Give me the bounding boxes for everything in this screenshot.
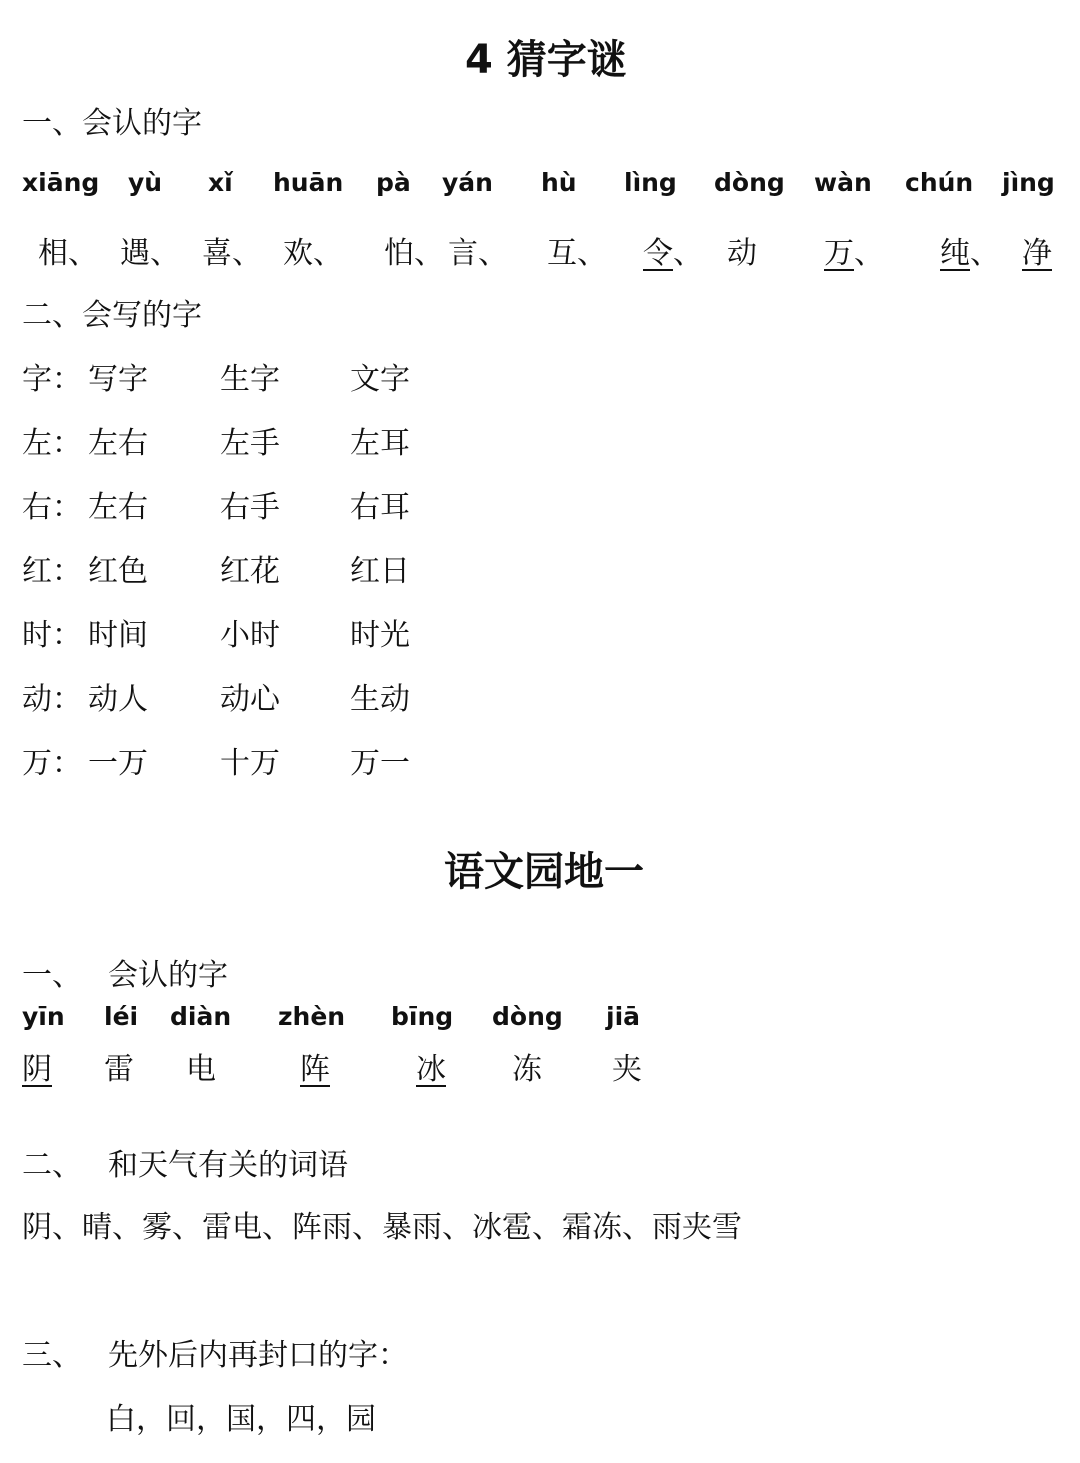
- write-word: 一万: [88, 746, 148, 781]
- pinyin-label: xǐ: [208, 168, 233, 197]
- pinyin-label: bīng: [391, 1002, 454, 1031]
- pinyin-label: pà: [376, 168, 411, 197]
- hanzi-char: 冻: [512, 1052, 542, 1087]
- hanzi-char: 电: [186, 1052, 216, 1087]
- pinyin-label: dòng: [714, 168, 785, 197]
- write-head: 字：: [22, 362, 82, 397]
- hanzi-char: 夹: [612, 1052, 642, 1087]
- pinyin-label: lìng: [624, 168, 677, 197]
- write-head: 左：: [22, 426, 82, 461]
- write-head: 时：: [22, 618, 82, 653]
- write-word: 红色: [88, 554, 148, 589]
- hanzi-char: 遇、: [120, 236, 180, 271]
- hanzi-char-underlined: 万、: [824, 236, 884, 271]
- write-word: 万一: [350, 746, 410, 781]
- section-heading-recognize: 一、会认的字: [22, 106, 202, 141]
- pinyin-label: diàn: [170, 1002, 232, 1031]
- write-word: 右耳: [350, 490, 410, 525]
- pinyin-label: jìng: [1002, 168, 1055, 197]
- pinyin-label: huān: [273, 168, 344, 197]
- write-word: 左手: [220, 426, 280, 461]
- garden-section2-number: 二、: [22, 1148, 82, 1183]
- garden-section2-heading: 和天气有关的词语: [108, 1148, 348, 1183]
- hanzi-char-underlined: 令、: [643, 236, 703, 271]
- write-head: 动：: [22, 682, 82, 717]
- pinyin-label: yù: [128, 168, 163, 197]
- hanzi-char: 相、: [38, 236, 98, 271]
- hanzi-char: 喜、: [202, 236, 262, 271]
- garden-section3-heading: 先外后内再封口的字：: [108, 1338, 408, 1373]
- hanzi-char-underlined: 纯、: [940, 236, 1000, 271]
- write-word: 时光: [350, 618, 410, 653]
- pinyin-label: xiāng: [22, 168, 100, 197]
- write-word: 十万: [220, 746, 280, 781]
- enclosure-chars: 白，回，国，四，园: [106, 1402, 376, 1437]
- write-word: 文字: [350, 362, 410, 397]
- write-word: 右手: [220, 490, 280, 525]
- hanzi-char: 怕、: [384, 236, 444, 271]
- pinyin-label: zhèn: [278, 1002, 346, 1031]
- pinyin-label: jiā: [606, 1002, 641, 1031]
- garden-title: 语文园地一: [444, 849, 644, 895]
- garden-section1-number: 一、: [22, 958, 82, 993]
- hanzi-char-underlined: 净: [1022, 236, 1052, 271]
- hanzi-char-underlined: 阴: [22, 1052, 52, 1087]
- pinyin-label: léi: [104, 1002, 139, 1031]
- write-word: 左右: [88, 490, 148, 525]
- hanzi-char: 动: [727, 236, 757, 271]
- pinyin-label: hù: [541, 168, 577, 197]
- write-word: 红花: [220, 554, 280, 589]
- write-head: 万：: [22, 746, 82, 781]
- hanzi-char: 互、: [547, 236, 607, 271]
- section-heading-write: 二、会写的字: [22, 298, 202, 333]
- write-word: 左右: [88, 426, 148, 461]
- hanzi-char: 欢、: [283, 236, 343, 271]
- pinyin-label: yán: [442, 168, 493, 197]
- write-word: 生动: [350, 682, 410, 717]
- write-word: 生字: [220, 362, 280, 397]
- lesson-title: 4 猜字谜: [465, 37, 627, 83]
- write-word: 写字: [88, 362, 148, 397]
- hanzi-char: 雷: [104, 1052, 134, 1087]
- pinyin-label: dòng: [492, 1002, 563, 1031]
- write-word: 左耳: [350, 426, 410, 461]
- write-head: 红：: [22, 554, 82, 589]
- write-word: 时间: [88, 618, 148, 653]
- write-word: 小时: [220, 618, 280, 653]
- pinyin-label: chún: [905, 168, 974, 197]
- hanzi-char-underlined: 阵: [300, 1052, 330, 1087]
- pinyin-label: yīn: [22, 1002, 65, 1031]
- hanzi-char-underlined: 冰: [416, 1052, 446, 1087]
- write-word: 动人: [88, 682, 148, 717]
- garden-section3-number: 三、: [22, 1338, 82, 1373]
- garden-section1-heading: 会认的字: [108, 958, 228, 993]
- weather-words: 阴、晴、雾、雷电、阵雨、暴雨、冰雹、霜冻、雨夹雪: [22, 1210, 742, 1245]
- write-word: 红日: [350, 554, 410, 589]
- pinyin-label: wàn: [814, 168, 872, 197]
- write-word: 动心: [220, 682, 280, 717]
- hanzi-char: 言、: [448, 236, 508, 271]
- write-head: 右：: [22, 490, 82, 525]
